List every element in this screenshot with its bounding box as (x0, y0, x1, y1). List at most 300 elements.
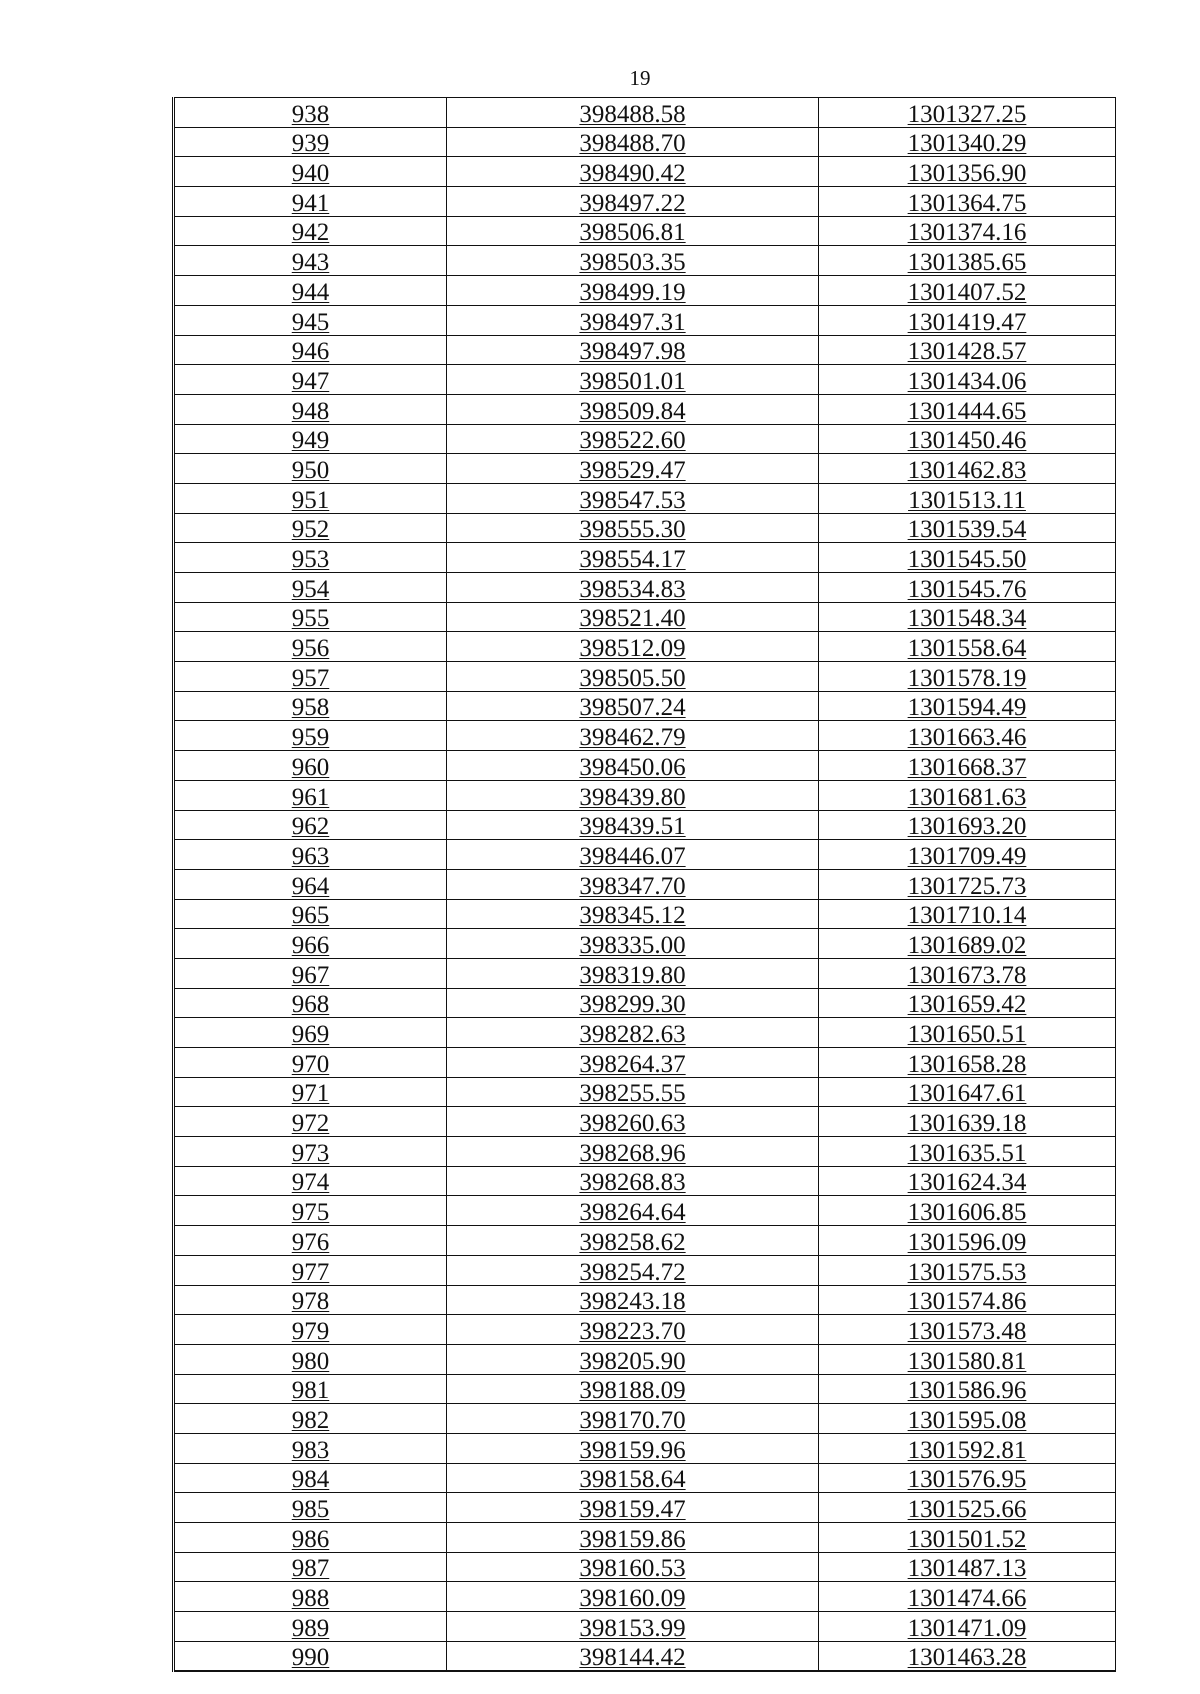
x-coordinate-cell (447, 1463, 819, 1493)
y-coordinate-cell (819, 1612, 1116, 1642)
table-row (174, 869, 1116, 899)
x-coordinate-cell (447, 751, 819, 781)
y-coordinate-value: 1301580.81 (907, 1347, 1027, 1375)
y-coordinate-value: 1301573.48 (907, 1317, 1027, 1345)
table-row (174, 1166, 1116, 1196)
point-number-value: 955 (291, 605, 330, 632)
x-coordinate-value: 398282.63 (579, 1021, 686, 1048)
x-coordinate-cell (447, 1018, 819, 1048)
point-number-value: 960 (291, 753, 330, 781)
table-row (174, 1404, 1116, 1434)
x-coordinate-value: 398462.79 (579, 724, 686, 751)
x-coordinate-cell (447, 602, 819, 632)
y-coordinate-value: 1301539.54 (907, 516, 1027, 543)
x-coordinate-value: 398507.24 (579, 694, 686, 721)
point-number-cell (174, 602, 447, 632)
table-row (174, 810, 1116, 840)
y-coordinate-cell (819, 1523, 1116, 1553)
table-row (174, 187, 1116, 217)
table-row (174, 602, 1116, 632)
x-coordinate-cell (447, 1582, 819, 1612)
point-number-cell (174, 691, 447, 721)
y-coordinate-value: 1301471.09 (907, 1614, 1027, 1642)
y-coordinate-value: 1301487.13 (907, 1555, 1027, 1582)
point-number-value: 990 (291, 1644, 330, 1672)
y-coordinate-cell (819, 751, 1116, 781)
point-number-value: 938 (291, 100, 330, 128)
x-coordinate-cell (447, 1523, 819, 1553)
y-coordinate-cell (819, 1048, 1116, 1078)
y-coordinate-cell (819, 1641, 1116, 1671)
table-row (174, 721, 1116, 751)
y-coordinate-cell (819, 1107, 1116, 1137)
point-number-value: 944 (291, 278, 330, 306)
y-coordinate-cell (819, 899, 1116, 929)
point-number-value: 954 (291, 575, 330, 603)
x-coordinate-cell (447, 1552, 819, 1582)
y-coordinate-value: 1301681.63 (907, 783, 1027, 810)
y-coordinate-cell (819, 1196, 1116, 1226)
x-coordinate-cell (447, 335, 819, 365)
point-number-cell (174, 840, 447, 870)
point-number-cell (174, 335, 447, 365)
table-row (174, 1641, 1116, 1671)
x-coordinate-cell (447, 513, 819, 543)
point-number-cell (174, 1493, 447, 1523)
point-number-cell (174, 1523, 447, 1553)
point-number-value: 966 (291, 931, 330, 959)
y-coordinate-value: 1301513.11 (908, 486, 1026, 514)
y-coordinate-cell (819, 454, 1116, 484)
point-number-value: 951 (291, 486, 330, 514)
point-number-value: 952 (291, 516, 330, 543)
table-row (174, 1048, 1116, 1078)
table-row (174, 394, 1116, 424)
point-number-value: 967 (291, 961, 330, 989)
y-coordinate-cell (819, 305, 1116, 335)
table-row (174, 1463, 1116, 1493)
table-row (174, 751, 1116, 781)
y-coordinate-value: 1301545.50 (907, 546, 1027, 573)
table-row (174, 454, 1116, 484)
y-coordinate-cell (819, 513, 1116, 543)
x-coordinate-value: 398144.42 (579, 1644, 686, 1672)
x-coordinate-cell (447, 1048, 819, 1078)
point-number-cell (174, 1048, 447, 1078)
y-coordinate-cell (819, 721, 1116, 751)
x-coordinate-value: 398260.63 (579, 1110, 686, 1137)
table-row (174, 513, 1116, 543)
x-coordinate-value: 398505.50 (579, 664, 686, 692)
x-coordinate-value: 398521.40 (579, 605, 686, 632)
point-number-value: 982 (291, 1406, 330, 1434)
point-number-cell (174, 365, 447, 395)
y-coordinate-value: 1301558.64 (907, 635, 1027, 662)
point-number-cell (174, 513, 447, 543)
x-coordinate-cell (447, 840, 819, 870)
y-coordinate-cell (819, 1344, 1116, 1374)
point-number-value: 948 (291, 397, 330, 425)
y-coordinate-value: 1301709.49 (907, 842, 1027, 870)
y-coordinate-value: 1301364.75 (907, 189, 1027, 217)
point-number-value: 953 (291, 546, 330, 573)
x-coordinate-cell (447, 721, 819, 751)
table-row (174, 988, 1116, 1018)
table-row (174, 1433, 1116, 1463)
table-row (174, 1285, 1116, 1315)
x-coordinate-value: 398264.64 (579, 1199, 686, 1226)
y-coordinate-value: 1301548.34 (907, 605, 1027, 632)
x-coordinate-cell (447, 988, 819, 1018)
table-row (174, 98, 1116, 128)
y-coordinate-value: 1301594.49 (907, 694, 1027, 721)
table-row (174, 1107, 1116, 1137)
point-number-value: 963 (291, 842, 330, 870)
y-coordinate-cell (819, 1582, 1116, 1612)
point-number-cell (174, 305, 447, 335)
x-coordinate-value: 398243.18 (579, 1288, 686, 1315)
y-coordinate-cell (819, 1018, 1116, 1048)
point-number-value: 950 (291, 456, 330, 484)
point-number-cell (174, 394, 447, 424)
y-coordinate-value: 1301444.65 (907, 397, 1027, 425)
y-coordinate-value: 1301428.57 (907, 338, 1027, 365)
point-number-value: 956 (291, 635, 330, 662)
x-coordinate-value: 398205.90 (579, 1347, 686, 1375)
y-coordinate-value: 1301576.95 (907, 1466, 1027, 1493)
x-coordinate-cell (447, 276, 819, 306)
y-coordinate-cell (819, 216, 1116, 246)
point-number-cell (174, 929, 447, 959)
y-coordinate-cell (819, 1374, 1116, 1404)
x-coordinate-value: 398503.35 (579, 249, 686, 276)
x-coordinate-cell (447, 1344, 819, 1374)
x-coordinate-cell (447, 810, 819, 840)
table-row (174, 543, 1116, 573)
point-number-cell (174, 1255, 447, 1285)
point-number-value: 958 (291, 694, 330, 721)
table-row (174, 958, 1116, 988)
y-coordinate-value: 1301327.25 (907, 100, 1027, 128)
point-number-value: 972 (291, 1110, 330, 1137)
x-coordinate-cell (447, 187, 819, 217)
x-coordinate-value: 398254.72 (579, 1258, 686, 1285)
point-number-cell (174, 216, 447, 246)
y-coordinate-cell (819, 988, 1116, 1018)
point-number-value: 939 (291, 130, 330, 157)
point-number-value: 959 (291, 724, 330, 751)
x-coordinate-cell (447, 1166, 819, 1196)
point-number-cell (174, 424, 447, 454)
point-number-value: 974 (291, 1169, 330, 1196)
y-coordinate-value: 1301575.53 (907, 1258, 1027, 1285)
y-coordinate-cell (819, 573, 1116, 603)
y-coordinate-cell (819, 632, 1116, 662)
x-coordinate-cell (447, 394, 819, 424)
x-coordinate-cell (447, 573, 819, 603)
x-coordinate-cell (447, 246, 819, 276)
point-number-cell (174, 810, 447, 840)
table-row (174, 1344, 1116, 1374)
point-number-cell (174, 1166, 447, 1196)
x-coordinate-cell (447, 1077, 819, 1107)
point-number-value: 969 (291, 1021, 330, 1048)
y-coordinate-value: 1301419.47 (907, 308, 1027, 335)
point-number-value: 985 (291, 1496, 330, 1523)
table-row (174, 483, 1116, 513)
y-coordinate-cell (819, 483, 1116, 513)
y-coordinate-value: 1301474.66 (907, 1585, 1027, 1612)
y-coordinate-value: 1301689.02 (907, 931, 1027, 959)
y-coordinate-cell (819, 869, 1116, 899)
point-number-cell (174, 1107, 447, 1137)
y-coordinate-cell (819, 157, 1116, 187)
point-number-value: 942 (291, 219, 330, 246)
y-coordinate-value: 1301501.52 (907, 1525, 1027, 1553)
x-coordinate-value: 398522.60 (579, 427, 686, 454)
point-number-cell (174, 246, 447, 276)
y-coordinate-cell (819, 187, 1116, 217)
table-row (174, 691, 1116, 721)
point-number-value: 964 (291, 872, 330, 900)
y-coordinate-cell (819, 1137, 1116, 1167)
x-coordinate-value: 398439.80 (579, 783, 686, 810)
point-number-cell (174, 662, 447, 692)
table-row (174, 1077, 1116, 1107)
table-row (174, 424, 1116, 454)
y-coordinate-value: 1301578.19 (907, 664, 1027, 692)
y-coordinate-value: 1301356.90 (907, 160, 1027, 187)
y-coordinate-cell (819, 1493, 1116, 1523)
point-number-value: 957 (291, 664, 330, 692)
point-number-cell (174, 127, 447, 157)
point-number-cell (174, 899, 447, 929)
table-row (174, 365, 1116, 395)
y-coordinate-cell (819, 929, 1116, 959)
y-coordinate-cell (819, 1166, 1116, 1196)
point-number-cell (174, 1285, 447, 1315)
x-coordinate-cell (447, 157, 819, 187)
x-coordinate-value: 398159.47 (579, 1496, 686, 1523)
point-number-cell (174, 1374, 447, 1404)
x-coordinate-cell (447, 216, 819, 246)
y-coordinate-value: 1301624.34 (907, 1169, 1027, 1196)
y-coordinate-cell (819, 958, 1116, 988)
point-number-cell (174, 869, 447, 899)
x-coordinate-value: 398160.09 (579, 1585, 686, 1612)
x-coordinate-value: 398258.62 (579, 1228, 686, 1256)
point-number-value: 977 (291, 1258, 330, 1285)
y-coordinate-value: 1301663.46 (907, 724, 1027, 751)
point-number-cell (174, 721, 447, 751)
table-row (174, 662, 1116, 692)
point-number-cell (174, 1137, 447, 1167)
x-coordinate-cell (447, 1137, 819, 1167)
table-row (174, 246, 1116, 276)
x-coordinate-cell (447, 662, 819, 692)
point-number-cell (174, 454, 447, 484)
y-coordinate-value: 1301606.85 (907, 1199, 1027, 1226)
point-number-value: 946 (291, 338, 330, 365)
point-number-cell (174, 157, 447, 187)
table-row (174, 1552, 1116, 1582)
x-coordinate-cell (447, 1374, 819, 1404)
point-number-cell (174, 276, 447, 306)
x-coordinate-value: 398255.55 (579, 1080, 686, 1107)
x-coordinate-value: 398501.01 (579, 367, 686, 395)
x-coordinate-cell (447, 780, 819, 810)
x-coordinate-value: 398509.84 (579, 397, 686, 425)
x-coordinate-cell (447, 1493, 819, 1523)
x-coordinate-cell (447, 632, 819, 662)
point-number-cell (174, 187, 447, 217)
point-number-value: 945 (291, 308, 330, 335)
x-coordinate-value: 398439.51 (579, 813, 686, 840)
table-row (174, 276, 1116, 306)
point-number-value: 949 (291, 427, 330, 454)
point-number-value: 976 (291, 1228, 330, 1256)
point-number-cell (174, 751, 447, 781)
table-row (174, 335, 1116, 365)
x-coordinate-cell (447, 1196, 819, 1226)
x-coordinate-cell (447, 127, 819, 157)
y-coordinate-cell (819, 543, 1116, 573)
x-coordinate-cell (447, 454, 819, 484)
point-number-value: 943 (291, 249, 330, 276)
y-coordinate-value: 1301407.52 (907, 278, 1027, 306)
y-coordinate-cell (819, 1552, 1116, 1582)
y-coordinate-cell (819, 127, 1116, 157)
x-coordinate-value: 398446.07 (579, 842, 686, 870)
table-row (174, 632, 1116, 662)
table-row (174, 1226, 1116, 1256)
x-coordinate-value: 398345.12 (579, 902, 686, 929)
point-number-cell (174, 573, 447, 603)
y-coordinate-value: 1301374.16 (907, 219, 1027, 246)
point-number-value: 973 (291, 1139, 330, 1167)
x-coordinate-value: 398299.30 (579, 991, 686, 1018)
table-row (174, 1523, 1116, 1553)
y-coordinate-value: 1301340.29 (907, 130, 1027, 157)
coordinates-table (172, 97, 1116, 1672)
y-coordinate-value: 1301639.18 (907, 1110, 1027, 1137)
y-coordinate-value: 1301693.20 (907, 813, 1027, 840)
y-coordinate-value: 1301385.65 (907, 249, 1027, 276)
x-coordinate-value: 398158.64 (579, 1466, 686, 1493)
point-number-value: 941 (291, 189, 330, 217)
y-coordinate-value: 1301635.51 (907, 1139, 1027, 1167)
x-coordinate-cell (447, 1285, 819, 1315)
y-coordinate-value: 1301668.37 (907, 753, 1027, 781)
x-coordinate-cell (447, 1641, 819, 1671)
x-coordinate-value: 398153.99 (579, 1614, 686, 1642)
point-number-value: 979 (291, 1317, 330, 1345)
y-coordinate-cell (819, 424, 1116, 454)
point-number-value: 984 (291, 1466, 330, 1493)
x-coordinate-cell (447, 899, 819, 929)
point-number-cell (174, 958, 447, 988)
x-coordinate-cell (447, 869, 819, 899)
x-coordinate-cell (447, 1433, 819, 1463)
x-coordinate-value: 398488.58 (579, 100, 686, 128)
table-row (174, 1493, 1116, 1523)
y-coordinate-value: 1301725.73 (907, 872, 1027, 900)
x-coordinate-cell (447, 305, 819, 335)
point-number-value: 940 (291, 160, 330, 187)
x-coordinate-cell (447, 1612, 819, 1642)
x-coordinate-value: 398268.83 (579, 1169, 686, 1196)
x-coordinate-value: 398555.30 (579, 516, 686, 543)
y-coordinate-cell (819, 1404, 1116, 1434)
x-coordinate-value: 398159.96 (579, 1436, 686, 1464)
point-number-value: 970 (291, 1050, 330, 1078)
point-number-cell (174, 1404, 447, 1434)
y-coordinate-cell (819, 780, 1116, 810)
x-coordinate-value: 398512.09 (579, 635, 686, 662)
x-coordinate-cell (447, 1315, 819, 1345)
y-coordinate-cell (819, 276, 1116, 306)
x-coordinate-value: 398188.09 (579, 1377, 686, 1404)
table-row (174, 840, 1116, 870)
y-coordinate-value: 1301545.76 (907, 575, 1027, 603)
y-coordinate-value: 1301647.61 (907, 1080, 1027, 1107)
y-coordinate-value: 1301525.66 (907, 1496, 1027, 1523)
x-coordinate-cell (447, 1226, 819, 1256)
table-row (174, 899, 1116, 929)
point-number-cell (174, 1641, 447, 1671)
x-coordinate-value: 398160.53 (579, 1555, 686, 1582)
point-number-value: 962 (291, 813, 330, 840)
y-coordinate-cell (819, 1077, 1116, 1107)
y-coordinate-value: 1301658.28 (907, 1050, 1027, 1078)
x-coordinate-value: 398529.47 (579, 456, 686, 484)
table-row (174, 1612, 1116, 1642)
point-number-value: 986 (291, 1525, 330, 1553)
x-coordinate-cell (447, 929, 819, 959)
y-coordinate-cell (819, 662, 1116, 692)
point-number-value: 965 (291, 902, 330, 929)
y-coordinate-cell (819, 1315, 1116, 1345)
y-coordinate-value: 1301592.81 (907, 1436, 1027, 1464)
point-number-cell (174, 1226, 447, 1256)
point-number-value: 983 (291, 1436, 330, 1464)
point-number-cell (174, 1315, 447, 1345)
y-coordinate-cell (819, 1226, 1116, 1256)
x-coordinate-value: 398170.70 (579, 1406, 686, 1434)
y-coordinate-value: 1301650.51 (907, 1021, 1027, 1048)
point-number-cell (174, 988, 447, 1018)
point-number-value: 988 (291, 1585, 330, 1612)
x-coordinate-value: 398223.70 (579, 1317, 686, 1345)
x-coordinate-value: 398499.19 (579, 278, 686, 306)
y-coordinate-value: 1301586.96 (907, 1377, 1027, 1404)
point-number-cell (174, 98, 447, 128)
point-number-value: 980 (291, 1347, 330, 1375)
y-coordinate-cell (819, 810, 1116, 840)
y-coordinate-value: 1301595.08 (907, 1406, 1027, 1434)
point-number-value: 968 (291, 991, 330, 1018)
x-coordinate-value: 398554.17 (579, 546, 686, 573)
y-coordinate-cell (819, 840, 1116, 870)
x-coordinate-value: 398450.06 (579, 753, 686, 781)
x-coordinate-cell (447, 543, 819, 573)
point-number-cell (174, 1018, 447, 1048)
point-number-value: 978 (291, 1288, 330, 1315)
x-coordinate-value: 398506.81 (579, 219, 686, 246)
y-coordinate-cell (819, 1255, 1116, 1285)
x-coordinate-value: 398319.80 (579, 961, 686, 989)
x-coordinate-value: 398335.00 (579, 931, 686, 959)
